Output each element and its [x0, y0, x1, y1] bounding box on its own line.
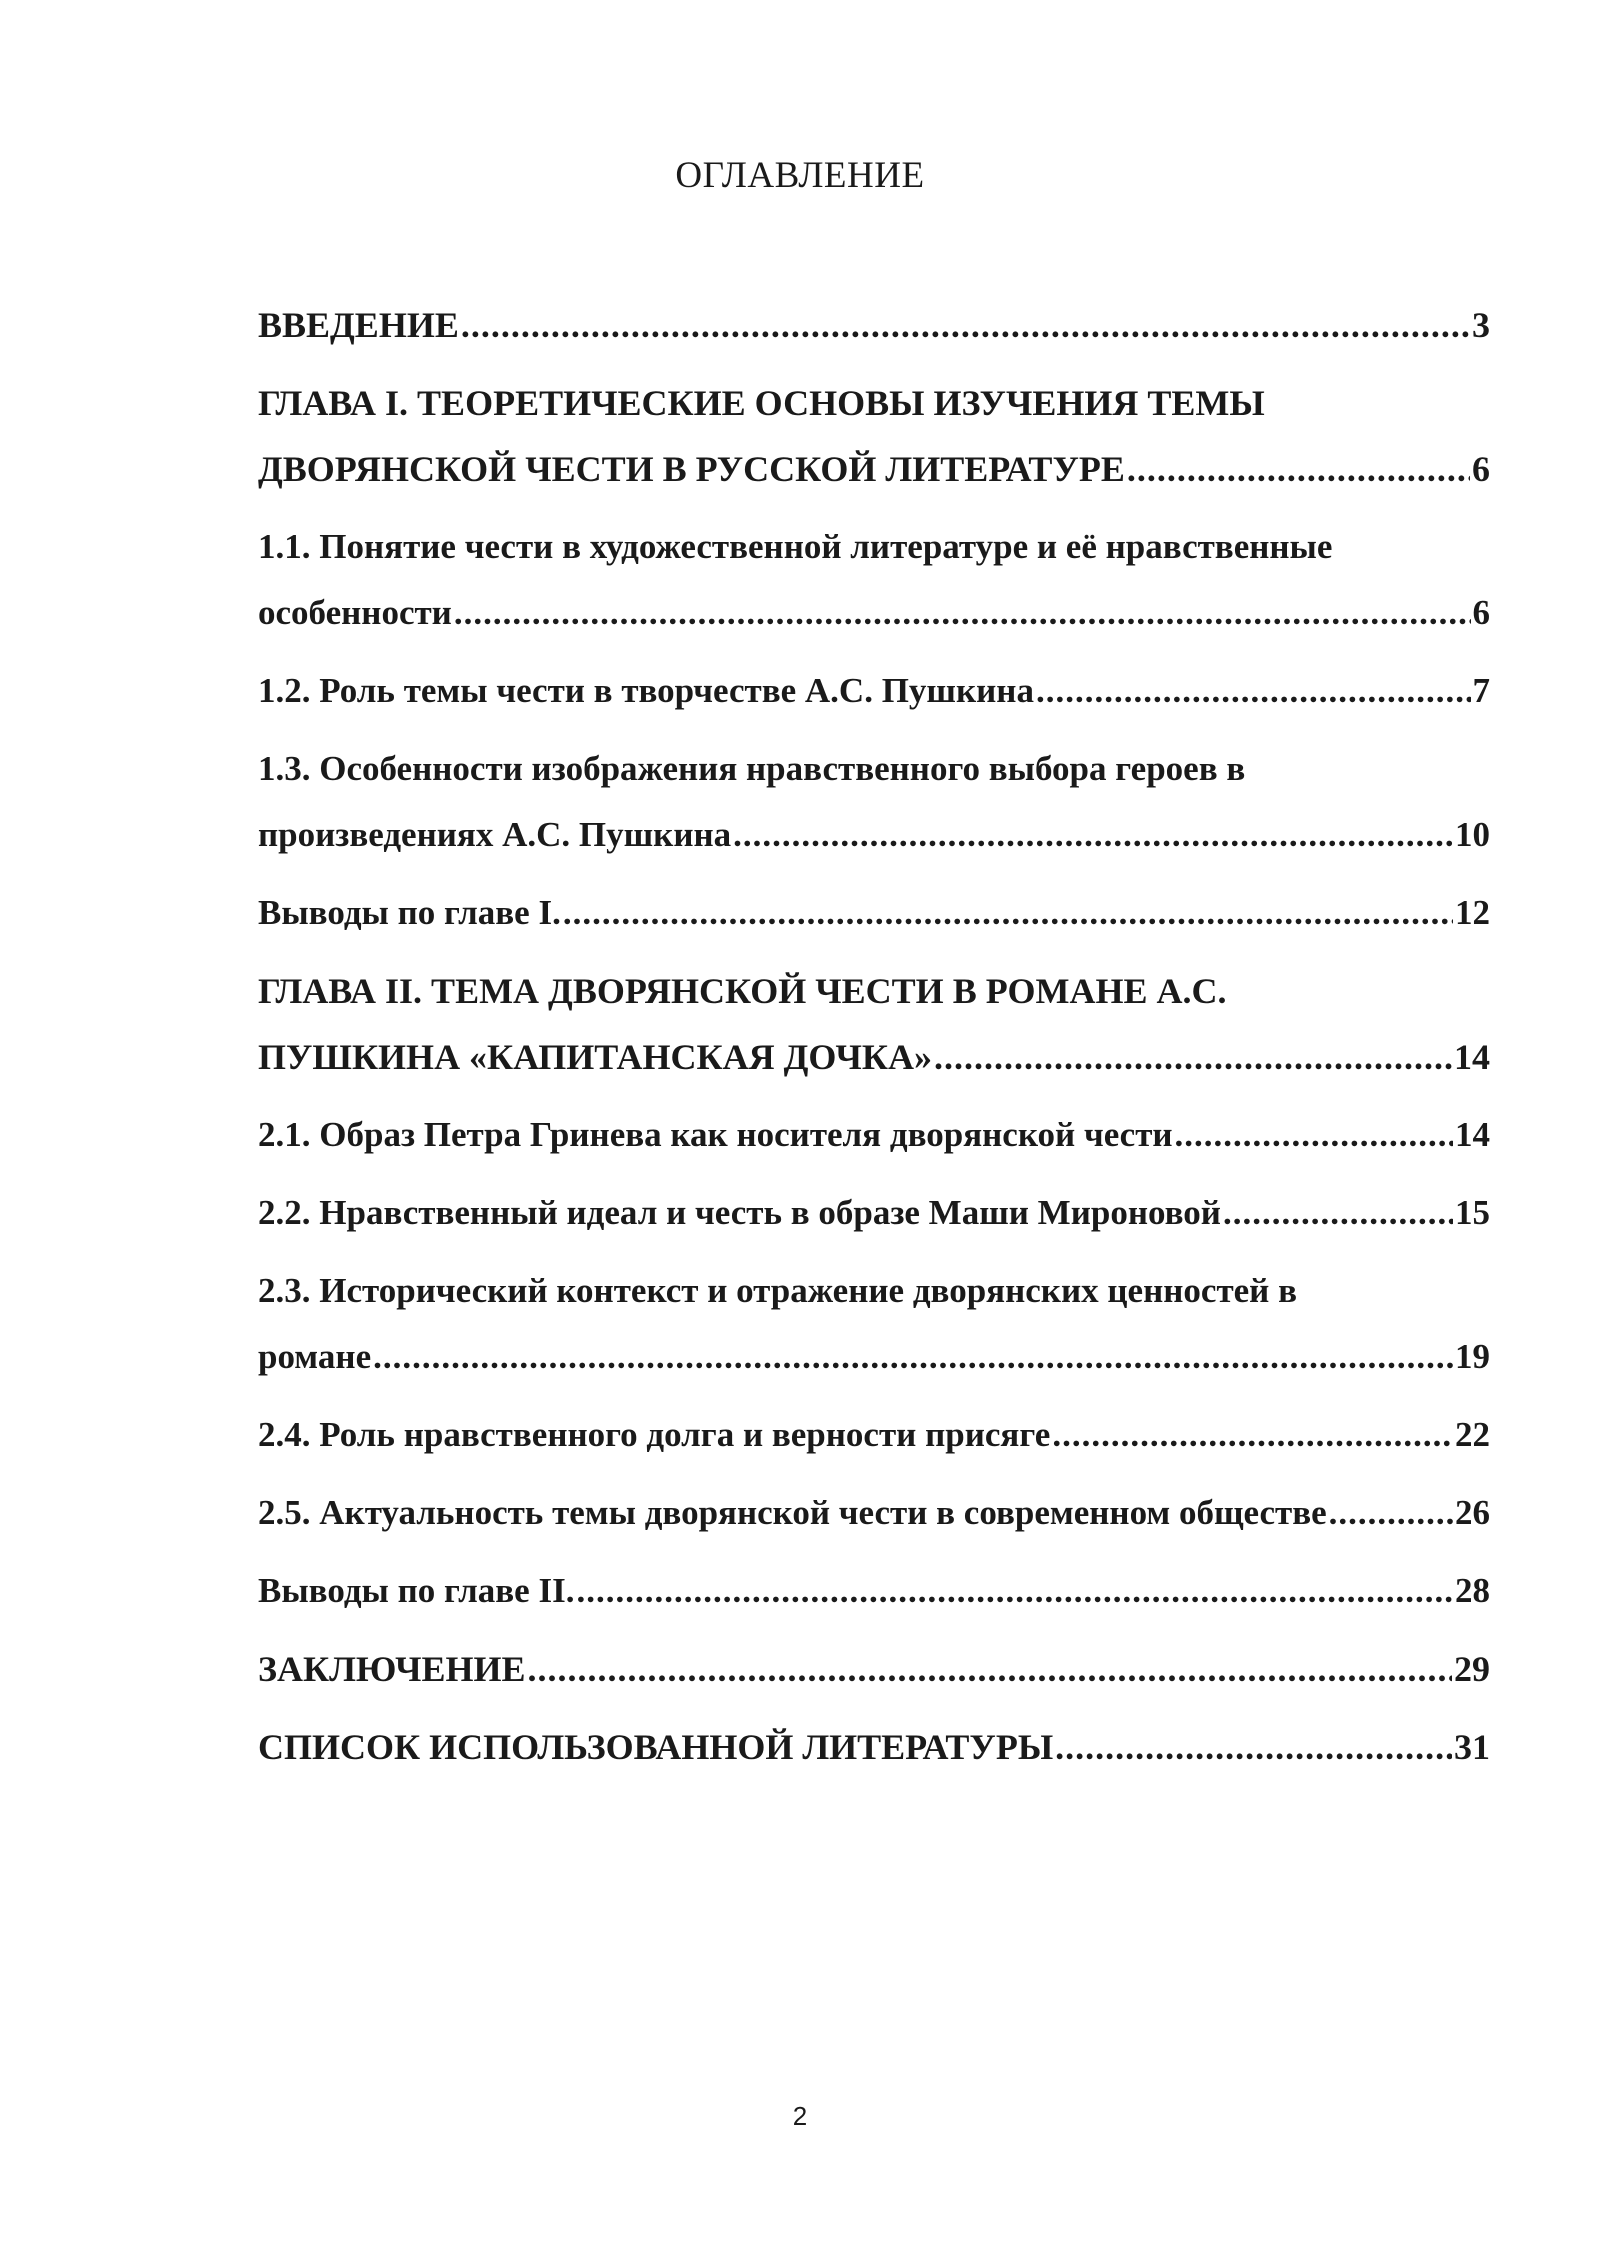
toc-page-number: 6 [1472, 449, 1490, 489]
toc-entry[interactable] [258, 1558, 1490, 1624]
toc-line [258, 1558, 1490, 1624]
toc-page-number: 10 [1455, 815, 1490, 854]
table-of-contents [258, 292, 1490, 1792]
toc-line [258, 1480, 1490, 1546]
toc-entry-title: 2.5. Актуальность темы дворянской чести в современном обществе [258, 1493, 1327, 1532]
toc-page-number: 7 [1472, 671, 1490, 710]
toc-dot-leader [1329, 1480, 1453, 1546]
toc-dot-leader [563, 880, 1453, 946]
toc-entry-title: ДВОРЯНСКОЙ ЧЕСТИ В РУССКОЙ ЛИТЕРАТУРЕ [258, 449, 1125, 489]
toc-entry-title: 2.3. Исторический контекст и отражение дворянских ценностей в [258, 1271, 1297, 1310]
toc-entry-title: 2.4. Роль нравственного долга и верности присяге [258, 1415, 1051, 1454]
toc-entry[interactable] [258, 1714, 1490, 1780]
toc-dot-leader [1036, 658, 1471, 724]
toc-page-number: 12 [1455, 893, 1490, 932]
toc-entry[interactable] [258, 370, 1490, 502]
toc-line [258, 1024, 1490, 1090]
toc-entry[interactable] [258, 514, 1490, 646]
toc-dot-leader [1127, 436, 1470, 502]
toc-entry[interactable] [258, 1480, 1490, 1546]
toc-entry-title: произведениях А.С. Пушкина [258, 815, 732, 854]
toc-entry[interactable] [258, 880, 1490, 946]
toc-entry-title: 2.1. Образ Петра Гринева как носителя дворянской чести [258, 1115, 1173, 1154]
toc-line [258, 370, 1490, 436]
toc-page-number: 19 [1455, 1337, 1490, 1376]
toc-entry[interactable] [258, 736, 1490, 868]
toc-line [258, 514, 1490, 580]
toc-entry[interactable] [258, 1636, 1490, 1702]
toc-entry-title: ВВЕДЕНИЕ [258, 305, 459, 345]
toc-page-number: 28 [1455, 1571, 1490, 1610]
page-title: ОГЛАВЛЕНИЕ [675, 155, 925, 196]
toc-entry[interactable] [258, 1180, 1490, 1246]
toc-line [258, 1102, 1490, 1168]
toc-entry-title: 1.2. Роль темы чести в творчестве А.С. Пушкина [258, 671, 1034, 710]
toc-entry[interactable] [258, 958, 1490, 1090]
page-number: 2 [792, 2101, 808, 2131]
toc-entry-title: Выводы по главе II. [258, 1571, 575, 1610]
toc-dot-leader [461, 292, 1470, 358]
toc-line [258, 292, 1490, 358]
toc-dot-leader [1175, 1102, 1453, 1168]
toc-dot-leader [1223, 1180, 1453, 1246]
toc-entry-title: 1.1. Понятие чести в художественной литературе и её нравственные [258, 527, 1333, 566]
toc-page-number: 14 [1455, 1115, 1490, 1154]
toc-line [258, 880, 1490, 946]
toc-line [258, 1714, 1490, 1780]
toc-dot-leader [454, 580, 1471, 646]
toc-dot-leader [733, 802, 1453, 868]
toc-entry-title: 2.2. Нравственный идеал и честь в образе Маши Мироновой [258, 1193, 1221, 1232]
toc-entry-title: ГЛАВА II. ТЕМА ДВОРЯНСКОЙ ЧЕСТИ В РОМАНЕ А.С. [258, 971, 1227, 1011]
toc-page-number: 31 [1454, 1727, 1490, 1767]
toc-dot-leader [1052, 1402, 1453, 1468]
toc-dot-leader [1055, 1714, 1452, 1780]
toc-line [258, 958, 1490, 1024]
toc-line [258, 802, 1490, 868]
toc-dot-leader [576, 1558, 1453, 1624]
toc-entry[interactable] [258, 1258, 1490, 1390]
toc-page-number: 26 [1455, 1493, 1490, 1532]
toc-entry[interactable] [258, 658, 1490, 724]
toc-entry-title: Выводы по главе I. [258, 893, 561, 932]
toc-page-number: 14 [1454, 1037, 1490, 1077]
toc-entry-title: ЗАКЛЮЧЕНИЕ [258, 1649, 526, 1689]
toc-line [258, 658, 1490, 724]
toc-entry-title: 1.3. Особенности изображения нравственного выбора героев в [258, 749, 1246, 788]
toc-page-number: 15 [1455, 1193, 1490, 1232]
toc-line [258, 1636, 1490, 1702]
toc-entry[interactable] [258, 1102, 1490, 1168]
toc-line [258, 1180, 1490, 1246]
toc-entry-title: ГЛАВА I. ТЕОРЕТИЧЕСКИЕ ОСНОВЫ ИЗУЧЕНИЯ ТЕМЫ [258, 383, 1265, 423]
toc-line [258, 436, 1490, 502]
toc-line [258, 1324, 1490, 1390]
toc-page-number: 3 [1472, 305, 1490, 345]
toc-line [258, 736, 1490, 802]
toc-dot-leader [528, 1636, 1452, 1702]
toc-entry-title: СПИСОК ИСПОЛЬЗОВАННОЙ ЛИТЕРАТУРЫ [258, 1727, 1054, 1767]
toc-entry[interactable] [258, 1402, 1490, 1468]
toc-line [258, 1402, 1490, 1468]
toc-entry-title: романе [258, 1337, 372, 1376]
toc-page-number: 29 [1454, 1649, 1490, 1689]
toc-line [258, 1258, 1490, 1324]
toc-entry[interactable] [258, 292, 1490, 358]
toc-entry-title: ПУШКИНА «КАПИТАНСКАЯ ДОЧКА» [258, 1037, 932, 1077]
toc-dot-leader [373, 1324, 1453, 1390]
toc-page-number: 6 [1472, 593, 1490, 632]
toc-line [258, 580, 1490, 646]
toc-dot-leader [934, 1024, 1452, 1090]
toc-page-number: 22 [1455, 1415, 1490, 1454]
toc-entry-title: особенности [258, 593, 452, 632]
